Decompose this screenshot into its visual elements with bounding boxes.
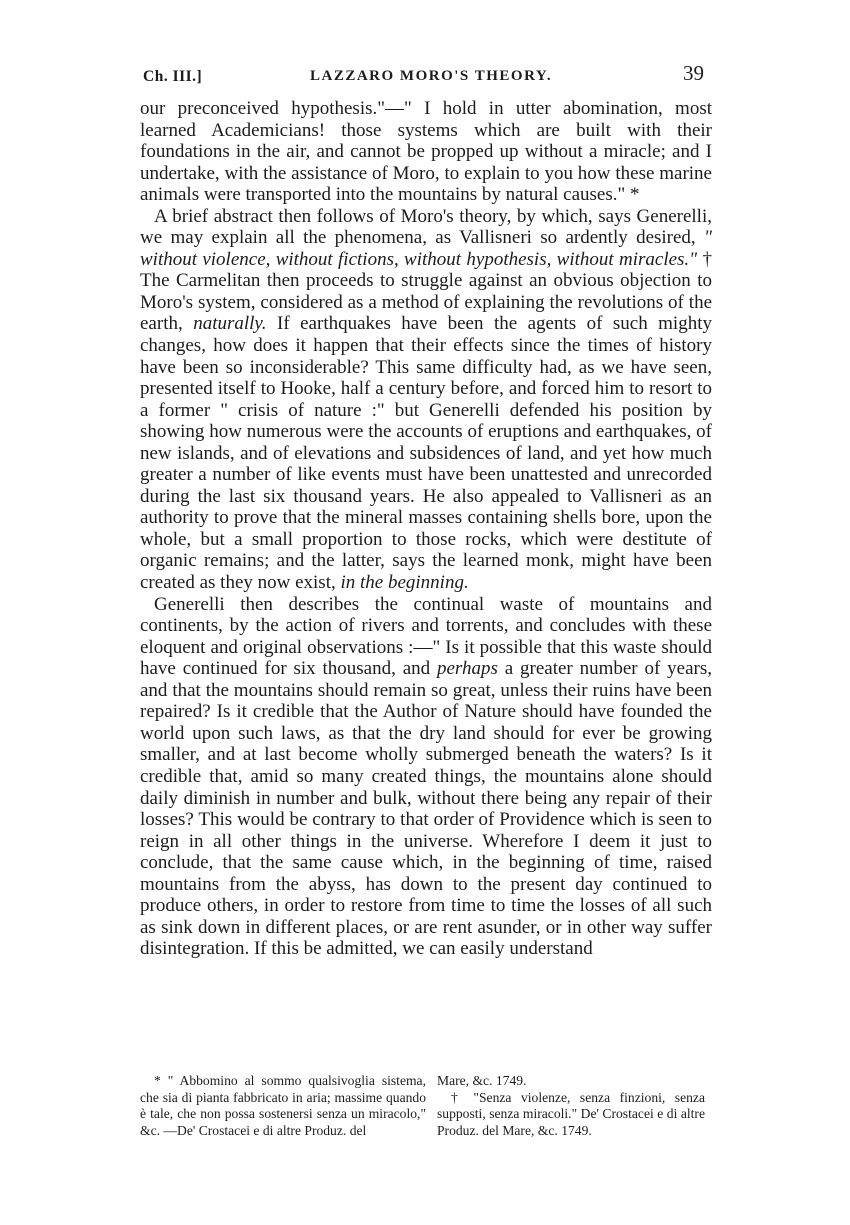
page-number: 39 bbox=[683, 61, 704, 85]
chapter-label: Ch. III.] bbox=[143, 68, 203, 85]
paragraph-3: Generelli then describes the continual waste of mountains and continents, by the action of rivers and torrents, and concludes with these eloquent and original observations :—" Is it possible that this waste should have continued for six thousand, and perhaps a greater number of years, and that the mountains should remain so great, unless their ruins have been repaired? Is it credible that the Author of Nature should have founded the world upon such laws, as that the dry land should for ever be growing smaller, and at last become wholly submerged beneath the waters? Is it credible that, amid so many created things, the mountains alone should daily diminish in number and bulk, without there being any repair of their losses? This would be contrary to that order of Providence which is seen to reign in all other things in the universe. Wherefore I deem it just to conclude, that the same cause which, in the beginning of time, raised mountains from the abyss, has down to the present day continued to produce others, in order to restore from time to time the losses of all such as sink down in different places, or are rent asunder, or in other way suffer disintegration. If this be admitted, we can easily understand bbox=[140, 593, 712, 960]
footnote-left-column bbox=[140, 1073, 426, 1139]
running-header bbox=[140, 56, 712, 88]
main-text bbox=[140, 98, 712, 960]
footnote-dagger: † "Senza violenze, senza finzioni, senza supposti, senza miracoli." De' Crostacei e di altre Produz. del Mare, &c. 1749. bbox=[437, 1089, 705, 1138]
footnote-asterisk-continued: Mare, &c. 1749. bbox=[437, 1073, 527, 1088]
footnotes bbox=[140, 1073, 705, 1139]
book-page bbox=[140, 56, 712, 960]
paragraph-1: our preconceived hypothesis."—" I hold in utter abomination, most learned Academicians! those systems which are built with their foundations in the air, and cannot be propped up without a miracle; and I undertake, with the assistance of Moro, to explain to you how these marine animals were transported into the mountains by natural causes." * bbox=[140, 98, 712, 206]
running-title: LAZZARO MORO'S THEORY. bbox=[310, 68, 553, 84]
paragraph-2: A brief abstract then follows of Moro's theory, by which, says Generelli, we may explain all the phenomena, as Vallisneri so ardently desired, " without violence, without fictions, without hypothesis, without miracles." † The Carmelitan then proceeds to struggle against an obvious objection to Moro's system, considered as a method of explaining the revolutions of the earth, naturally. If earthquakes have been the agents of such mighty changes, how does it happen that their effects since the times of history have been so inconsiderable? This same difficulty had, as we have seen, presented itself to Hooke, half a century before, and forced him to resort to a former " crisis of nature :" but Generelli defended his position by showing how numerous were the accounts of eruptions and earthquakes, of new islands, and of elevations and subsidences of land, and yet how much greater a number of like events must have been unattested and unrecorded during the last six thousand years. He also appealed to Vallisneri as an authority to prove that the mineral masses containing shells bore, upon the whole, but a small proportion to those rocks, which were destitute of organic remains; and the latter, says the learned monk, might have been created as they now exist, in the beginning. bbox=[140, 205, 712, 594]
footnote-right-column bbox=[437, 1073, 705, 1139]
footnote-asterisk: * " Abbomino al sommo qualsivoglia sistema, che sia di pianta fabbricato in aria; massime quando è tale, che non possa sostenersi senza un miracolo," &c. —De' Crostacei e di altre Produz. del bbox=[140, 1073, 426, 1138]
